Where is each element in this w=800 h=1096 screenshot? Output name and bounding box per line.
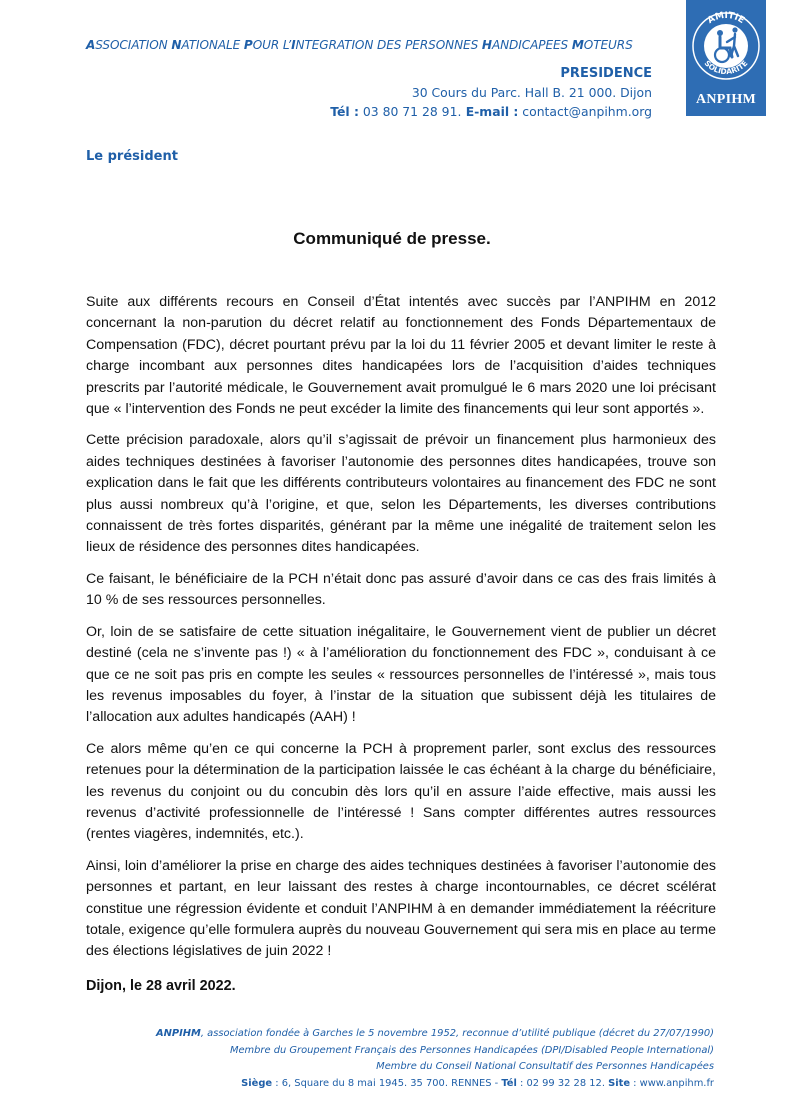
footer-tel: : 02 99 32 28 12. <box>516 1077 609 1089</box>
footer-line <box>156 1026 714 1043</box>
logo-arc-bottom: SOLIDARITE <box>702 58 750 77</box>
signature-date: Dijon, le 28 avril 2022. <box>86 978 236 994</box>
anpihm-logo <box>686 0 766 116</box>
logo-arc-top: AMITIE <box>706 10 747 27</box>
department-heading: PRESIDENCE <box>560 66 652 81</box>
paragraph: Cette précision paradoxale, alors qu’il s’agissait de prévoir un financement plus harmonieux des aides techniques destinées à favoriser l’autonomie des personnes dites handicapées, trouve son explication dans le fait que les différents contributeurs volontaires au financement des FDC ne sont plus aussi nombreux qu’à l’origine, et que, selon les Départements, les diverses contributions connaissent de très fortes disparités, générant par la même une inégalité de traitement selon les lieux de résidence des personnes dites handicapées. <box>86 432 716 556</box>
site-label: Site <box>608 1077 631 1089</box>
footer <box>156 1026 714 1092</box>
email-address[interactable]: contact@anpihm.org <box>518 104 652 119</box>
address: 30 Cours du Parc. Hall B. 21 000. Dijon <box>411 85 652 100</box>
paragraph: Suite aux différents recours en Conseil d’État intentés avec succès par l’ANPIHM en 2012 concernant la non-parution du décret relatif au fonctionnement des Fonds Départementaux de Compensation (FDC), décret pourtant prévu par la loi du 11 février 2005 et devant limiter le reste à charge incombant aux personnes dites handicapées lors de l’acquisition d’aides techniques prescrits par l’autorité médicale, le Gouvernement avait promulgué le 6 mars 2020 une loi précisant que « l’intervention des Fonds ne peut excéder la limite des financements qui leur sont apportés ». <box>86 294 716 418</box>
org-initial: H <box>481 38 492 52</box>
footer-line: Membre du Groupement Français des Personnes Handicapées (DPI/Disabled People International) <box>229 1044 714 1056</box>
org-initial: I <box>291 38 296 52</box>
author-label: Le président <box>86 149 178 164</box>
site-link[interactable]: : www.anpihm.fr <box>630 1077 714 1089</box>
org-name-part: ATIONALE <box>181 38 244 52</box>
paragraph: Ce alors même qu’en ce qui concerne la PCH à proprement parler, sont exclus des ressources retenues pour la détermination de la participation laissée le cas échéant à la charge du bénéficiaire, les revenus du conjoint ou du concubin dès lors qu’il en assure l’aide effective, mais aussi les revenus d’activité professionnelle de l’intéressé ! Sans compter différentes autres ressources (rentes viagères, indemnités, etc.). <box>86 740 716 843</box>
footer-org: ANPIHM <box>155 1028 201 1039</box>
org-initial: P <box>243 38 253 52</box>
org-name-part: OTEURS <box>583 38 633 52</box>
paragraph: Ainsi, loin d’améliorer la prise en charge des aides techniques destinées à favoriser l’autonomie des personnes et partant, en leur laissant des restes à charge incontournables, ce décret scélérat constitue une régression évidente et conduit l’ANPIHM à en demander immédiatement la réécriture totale, exigence qu’elle formulera auprès du nouveau Gouvernement qui sera mis en place au terme des élections législatives de juin 2022 ! <box>86 857 716 960</box>
logo-emblem-icon <box>686 0 766 92</box>
contact-line <box>330 102 652 121</box>
siege-label: Siège <box>241 1077 273 1089</box>
org-name-part: ANDICAPEES <box>491 38 572 52</box>
tel-number: 03 80 71 28 91. <box>358 104 462 119</box>
document-title: Communiqué de presse. <box>293 229 491 248</box>
org-initial: N <box>171 38 182 52</box>
org-name-part: NTEGRATION DES PERSONNES <box>295 38 482 52</box>
footer-line: Membre du Conseil National Consultatif des Personnes Handicapées <box>376 1061 714 1073</box>
org-name-part: SSOCIATION <box>95 38 172 52</box>
tel-label: Tél : <box>330 104 359 119</box>
document-body <box>86 292 716 973</box>
footer-text: , association fondée à Garches le 5 novembre 1952, reconnue d’utilité publique (décret du 27/07/1990) <box>200 1028 714 1039</box>
footer-contact-line <box>156 1076 714 1093</box>
header-contact <box>330 64 652 121</box>
email-label: E-mail : <box>461 104 519 119</box>
footer-tel-label: Tél <box>501 1077 517 1089</box>
paragraph: Ce faisant, le bénéficiaire de la PCH n’était donc pas assuré d’avoir dans ce cas des frais limités à 10 % de ses ressources personnelles. <box>86 570 716 609</box>
org-initial: A <box>86 38 96 52</box>
logo-text: ANPIHM <box>695 92 757 107</box>
organization-name <box>86 38 666 52</box>
siege-address: : 6, Square du 8 mai 1945. 35 700. RENNES - <box>272 1077 502 1089</box>
org-name-part: OUR L’ <box>252 38 292 52</box>
org-initial: M <box>571 38 584 52</box>
paragraph: Or, loin de se satisfaire de cette situation inégalitaire, le Gouvernement vient de publier un décret destiné (cela ne s’invente pas !) « à l’amélioration du fonctionnement des FDC », conduisant à ce que ce ne soit pas pris en compte les seules « ressources personnelles de l’intéressé », mais tous les revenus imposables du foyer, à l’instar de la situation que subissent déjà les titulaires de l’allocation aux adultes handicapés (AAH) ! <box>86 623 716 726</box>
svg-text:AMITIE <box>706 11 746 26</box>
